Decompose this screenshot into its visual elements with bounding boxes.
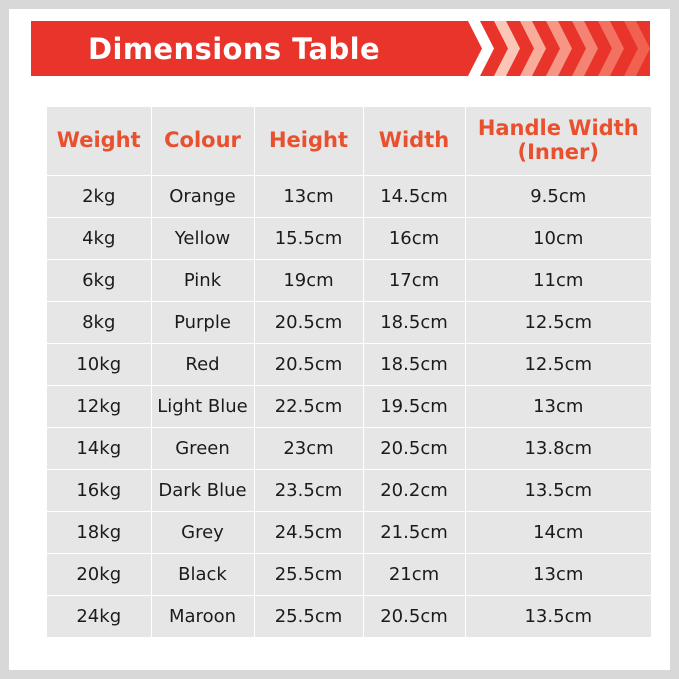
cell-handle: 13.5cm: [465, 596, 651, 638]
table-body: [47, 176, 651, 638]
cell-colour: Pink: [151, 260, 254, 302]
cell-weight: 4kg: [47, 218, 151, 260]
cell-width: 18.5cm: [363, 344, 465, 386]
cell-width: 20.2cm: [363, 470, 465, 512]
cell-weight: 16kg: [47, 470, 151, 512]
cell-width: 21.5cm: [363, 512, 465, 554]
cell-width: 18.5cm: [363, 302, 465, 344]
dimensions-table-wrapper: [47, 107, 651, 638]
cell-colour: Black: [151, 554, 254, 596]
cell-colour: Yellow: [151, 218, 254, 260]
cell-handle: 11cm: [465, 260, 651, 302]
cell-colour: Red: [151, 344, 254, 386]
chevron-right-icon: [468, 21, 494, 76]
chevron-right-icon: [546, 21, 572, 76]
cell-height: 15.5cm: [254, 218, 363, 260]
cell-weight: 20kg: [47, 554, 151, 596]
header-banner: [31, 21, 650, 76]
cell-weight: 2kg: [47, 176, 151, 218]
column-header-handle-width: [465, 107, 651, 176]
cell-weight: 10kg: [47, 344, 151, 386]
chevron-right-icon: [624, 21, 650, 76]
column-header-weight: Weight: [47, 107, 151, 176]
cell-handle: 9.5cm: [465, 176, 651, 218]
table-header: [47, 107, 651, 176]
column-header-colour: Colour: [151, 107, 254, 176]
table-row: [47, 470, 651, 512]
cell-handle: 13.8cm: [465, 428, 651, 470]
cell-width: 17cm: [363, 260, 465, 302]
chevron-right-icon: [520, 21, 546, 76]
cell-height: 24.5cm: [254, 512, 363, 554]
cell-handle: 12.5cm: [465, 302, 651, 344]
column-header-width: Width: [363, 107, 465, 176]
table-header-row: [47, 107, 651, 176]
cell-handle: 13cm: [465, 386, 651, 428]
cell-colour: Grey: [151, 512, 254, 554]
table-row: [47, 596, 651, 638]
cell-weight: 18kg: [47, 512, 151, 554]
cell-height: 13cm: [254, 176, 363, 218]
cell-width: 20.5cm: [363, 596, 465, 638]
chevron-right-icon: [494, 21, 520, 76]
cell-weight: 8kg: [47, 302, 151, 344]
table-row: [47, 428, 651, 470]
cell-height: 23.5cm: [254, 470, 363, 512]
page-title: Dimensions Table: [88, 31, 381, 66]
column-header-height: Height: [254, 107, 363, 176]
cell-colour: Orange: [151, 176, 254, 218]
handle-width-line1: Handle Width: [477, 116, 639, 141]
dimensions-table: [47, 107, 651, 638]
table-row: [47, 218, 651, 260]
cell-handle: 14cm: [465, 512, 651, 554]
cell-handle: 13.5cm: [465, 470, 651, 512]
handle-width-line2: (Inner): [517, 140, 599, 164]
table-row: [47, 260, 651, 302]
cell-width: 14.5cm: [363, 176, 465, 218]
cell-weight: 24kg: [47, 596, 151, 638]
chevron-decoration: [468, 21, 650, 76]
cell-height: 25.5cm: [254, 554, 363, 596]
cell-handle: 12.5cm: [465, 344, 651, 386]
table-row: [47, 386, 651, 428]
cell-width: 16cm: [363, 218, 465, 260]
chevron-right-icon: [598, 21, 624, 76]
page-content: [9, 9, 670, 670]
table-row: [47, 302, 651, 344]
cell-colour: Purple: [151, 302, 254, 344]
cell-height: 20.5cm: [254, 344, 363, 386]
cell-height: 25.5cm: [254, 596, 363, 638]
table-row: [47, 344, 651, 386]
table-row: [47, 554, 651, 596]
cell-handle: 10cm: [465, 218, 651, 260]
cell-height: 19cm: [254, 260, 363, 302]
cell-width: 21cm: [363, 554, 465, 596]
cell-colour: Dark Blue: [151, 470, 254, 512]
cell-height: 23cm: [254, 428, 363, 470]
cell-colour: Light Blue: [151, 386, 254, 428]
cell-width: 19.5cm: [363, 386, 465, 428]
cell-handle: 13cm: [465, 554, 651, 596]
table-row: [47, 512, 651, 554]
cell-width: 20.5cm: [363, 428, 465, 470]
cell-weight: 12kg: [47, 386, 151, 428]
cell-height: 22.5cm: [254, 386, 363, 428]
chevron-right-icon: [572, 21, 598, 76]
cell-height: 20.5cm: [254, 302, 363, 344]
cell-colour: Green: [151, 428, 254, 470]
cell-weight: 14kg: [47, 428, 151, 470]
cell-weight: 6kg: [47, 260, 151, 302]
table-row: [47, 176, 651, 218]
cell-colour: Maroon: [151, 596, 254, 638]
